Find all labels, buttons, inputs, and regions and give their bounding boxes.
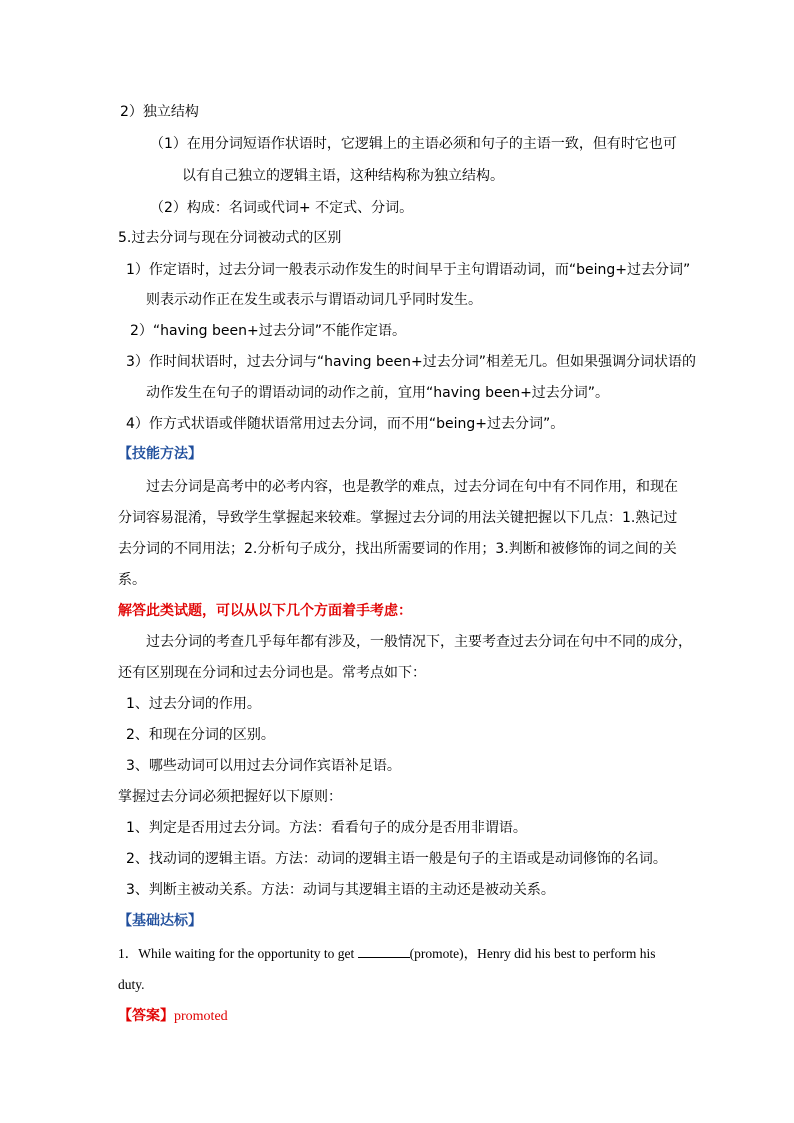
- question-1-text-after: (promote)，Henry did his best to perform his: [409, 946, 656, 961]
- principle-intro: 掌握过去分词必须把握好以下原则：: [118, 789, 342, 805]
- section5-title: 5.过去分词与现在分词被动式的区别: [118, 230, 342, 246]
- approach-point-1: 1、过去分词的作用。: [126, 696, 261, 712]
- section5-p2: 2）“having been+过去分词”不能作定语。: [130, 323, 406, 339]
- question-1-text-before: 1．While waiting for the opportunity to get: [118, 946, 358, 961]
- independent-item1-line2: 以有自己独立的逻辑主语，这种结构称为独立结构。: [182, 168, 504, 184]
- independent-item1-line1: （1）在用分词短语作状语时，它逻辑上的主语必须和句子的主语一致，但有时它也可: [150, 136, 677, 152]
- approach-line1: 过去分词的考查几乎每年都有涉及，一般情况下，主要考查过去分词在句中不同的成分，: [146, 634, 692, 650]
- basic-heading: 【基础达标】: [118, 913, 202, 929]
- question-1-blank: [358, 945, 410, 958]
- answer-label: 【答案】: [118, 1008, 174, 1024]
- answer-value: promoted: [174, 1009, 228, 1024]
- approach-point-2: 2、和现在分词的区别。: [126, 727, 275, 743]
- section5-p4: 4）作方式状语或伴随状语常用过去分词，而不用“being+过去分词”。: [126, 416, 565, 432]
- section5-p1-line1: 1）作定语时，过去分词一般表示动作发生的时间早于主句谓语动词，而“being+过去分词”: [126, 262, 691, 278]
- skills-line1: 过去分词是高考中的必考内容，也是教学的难点，过去分词在句中有不同作用，和现在: [146, 479, 678, 495]
- skills-line2: 分词容易混淆，导致学生掌握起来较难。掌握过去分词的用法关键把握以下几点：1.熟记过: [118, 510, 678, 526]
- section5-p3-line2: 动作发生在句子的谓语动词的动作之前，宜用“having been+过去分词”。: [146, 385, 610, 401]
- principle-3: 3、判断主被动关系。方法：动词与其逻辑主语的主动还是被动关系。: [126, 882, 555, 898]
- independent-structure-title: 2）独立结构: [120, 104, 199, 120]
- skills-line3: 去分词的不同用法；2.分析句子成分，找出所需要词的作用；3.判断和被修饰的词之间的关: [118, 541, 677, 557]
- skills-heading: 【技能方法】: [118, 446, 202, 462]
- section5-p3-line1: 3）作时间状语时，过去分词与“having been+过去分词”相差无几。但如果强调分词状语的: [126, 354, 696, 370]
- answer-line: [118, 1006, 228, 1027]
- independent-item2: （2）构成：名词或代词+ 不定式、分词。: [150, 200, 414, 216]
- question-1-line1: [118, 944, 656, 964]
- approach-heading: 解答此类试题，可以从以下几个方面着手考虑：: [118, 603, 412, 619]
- principle-2: 2、找动词的逻辑主语。方法：动词的逻辑主语一般是句子的主语或是动词修饰的名词。: [126, 851, 667, 867]
- principle-1: 1、判定是否用过去分词。方法：看看句子的成分是否用非谓语。: [126, 820, 527, 836]
- approach-point-3: 3、哪些动词可以用过去分词作宾语补足语。: [126, 758, 401, 774]
- approach-line2: 还有区别现在分词和过去分词也是。常考点如下：: [118, 665, 426, 681]
- question-1-line2: duty.: [118, 977, 145, 992]
- section5-p1-line2: 则表示动作正在发生或表示与谓语动词几乎同时发生。: [146, 292, 482, 308]
- skills-line4: 系。: [118, 572, 146, 588]
